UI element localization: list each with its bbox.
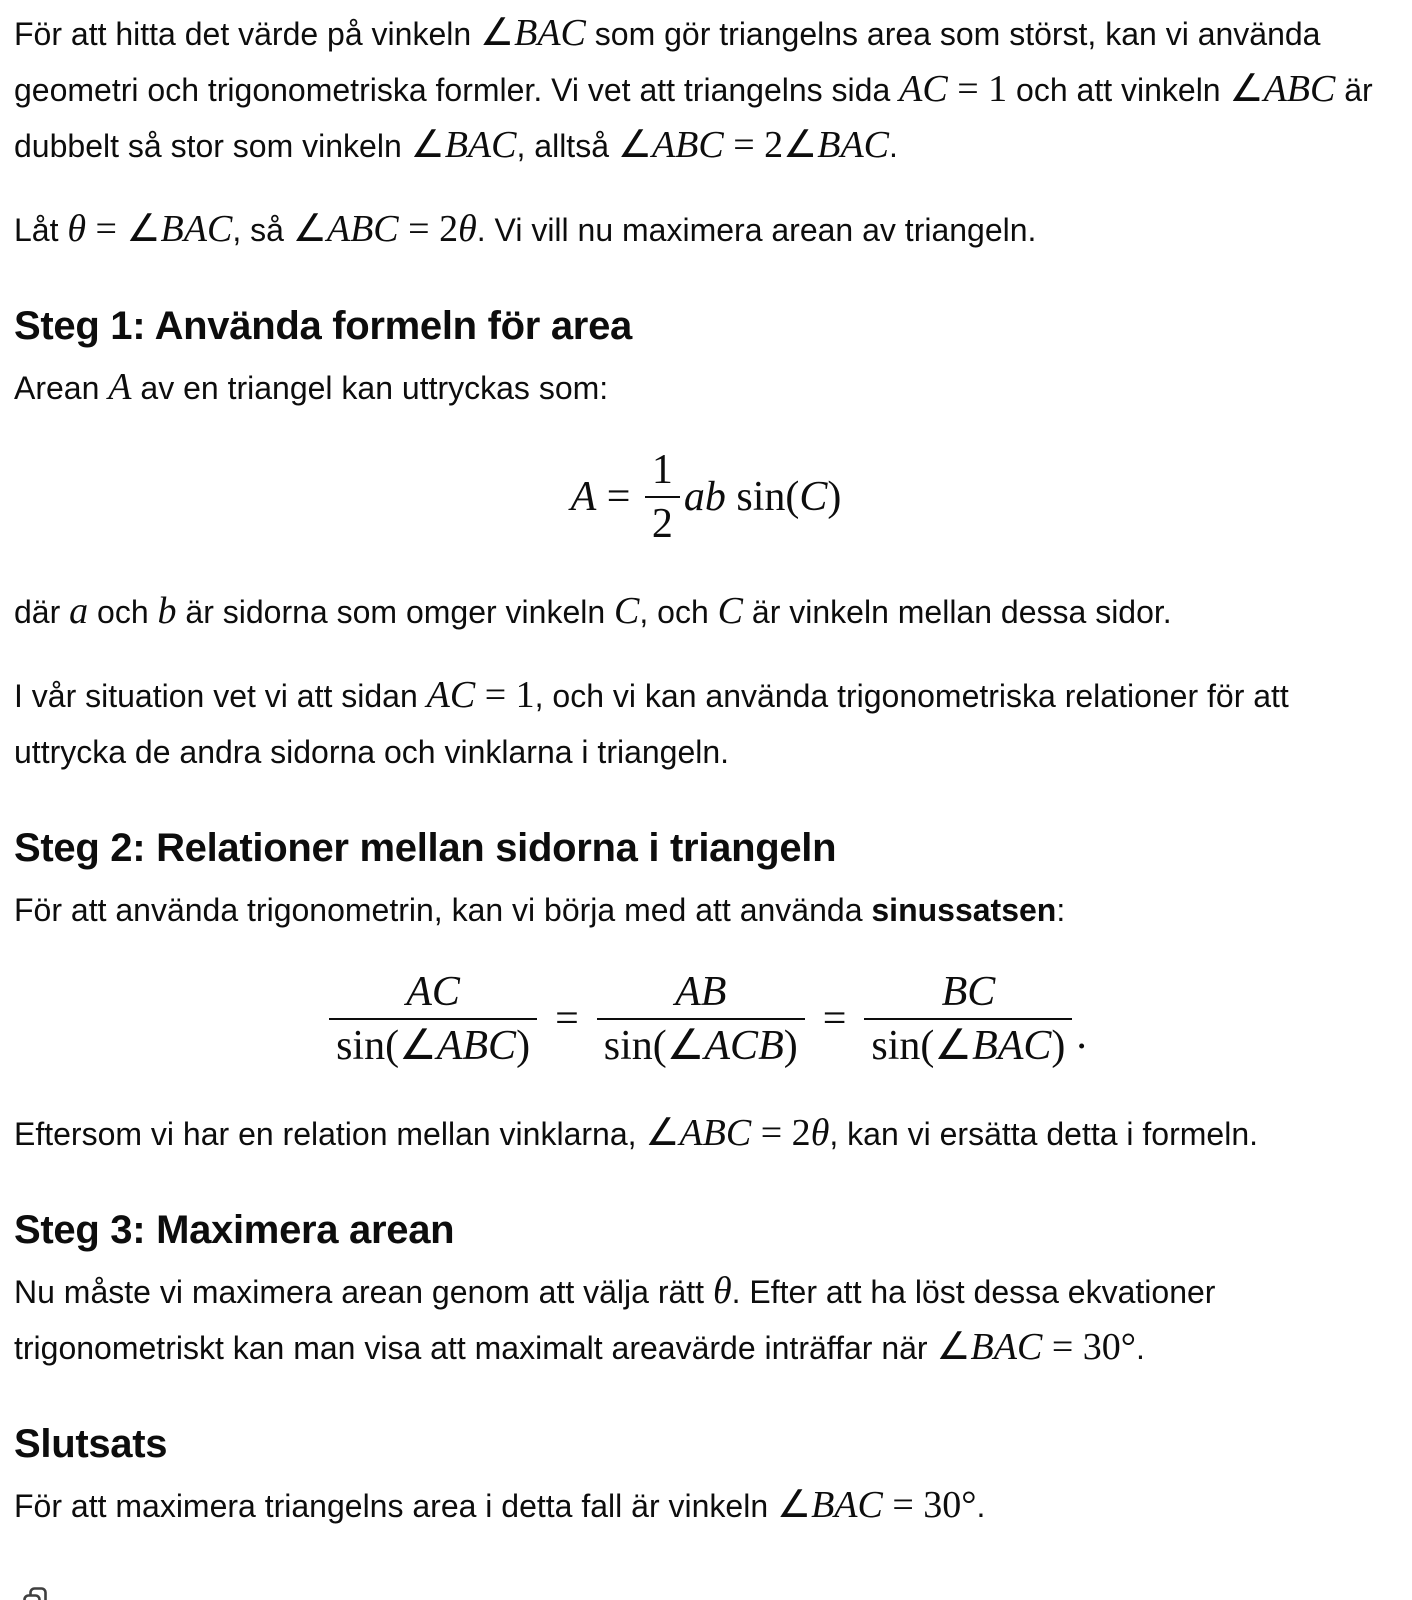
fraction-denominator: [864, 1018, 1072, 1072]
text-run: och att vinkeln: [1007, 72, 1230, 108]
inline-math: [618, 124, 889, 166]
blocks-root: [14, 6, 1398, 1534]
math-roman: ): [516, 1023, 531, 1069]
math-var: A: [570, 474, 597, 520]
inline-math: [158, 590, 177, 632]
math-roman: sin(∠: [871, 1023, 973, 1069]
text-run: :: [1056, 892, 1066, 928]
copy-button[interactable]: [20, 1584, 50, 1600]
text-run: Nu måste vi maximera arean genom att välja rätt: [14, 1274, 713, 1310]
math-var: BAC: [444, 124, 517, 166]
math-roman: =: [596, 474, 641, 520]
display-formula: [14, 444, 1398, 550]
math-roman: ∠: [1229, 68, 1264, 110]
inline-math: [718, 590, 743, 632]
copy-icon: [20, 1584, 50, 1600]
math-var: ABC: [679, 1112, 752, 1154]
math-row: [684, 472, 842, 522]
math-var: θ: [458, 208, 477, 250]
text-run: .: [976, 1488, 986, 1524]
math-var: ABC: [436, 1023, 517, 1069]
text-run: .: [889, 128, 898, 164]
inline-math: [293, 208, 477, 250]
fraction: [329, 966, 537, 1072]
fraction: [597, 966, 805, 1072]
math-roman: = ∠: [86, 208, 161, 250]
text-run: För att använda trigonometrin, kan vi börja med att använda: [14, 892, 872, 928]
paragraph: [14, 1106, 1398, 1162]
math-var: A: [108, 366, 132, 408]
math-var: a: [69, 590, 89, 632]
math-roman: = 30°: [1042, 1326, 1136, 1368]
fraction-numerator: [935, 966, 1003, 1018]
fraction: [864, 966, 1072, 1072]
math-roman: ∠: [410, 124, 445, 166]
math-var: BAC: [514, 12, 586, 54]
math-var: C: [614, 590, 640, 632]
math-roman: = 2: [398, 208, 459, 250]
section-heading: Steg 3: Maximera arean: [14, 1208, 455, 1252]
text-run: där: [14, 594, 70, 630]
math-roman: 1: [651, 447, 673, 493]
math-roman: sin(: [725, 474, 800, 520]
inline-math: [777, 1484, 977, 1526]
paragraph: [14, 202, 1398, 258]
inline-math: [645, 1112, 829, 1154]
math-roman: sin(∠: [603, 1023, 705, 1069]
math-var: BAC: [970, 1326, 1043, 1368]
math-roman: sin(∠: [336, 1023, 437, 1069]
text-run: Eftersom vi har en relation mellan vinklarna,: [14, 1116, 646, 1152]
math-roman: ∠: [480, 12, 515, 54]
section-heading: Slutsats: [14, 1422, 168, 1466]
inline-math: [713, 1270, 732, 1312]
math-var: BAC: [811, 1484, 883, 1526]
text-run: som gör triangelns area som störst, kan vi använda geometri och trigonometriska formler. Vi vet att triangelns sida: [14, 16, 1321, 108]
math-var: BAC: [972, 1023, 1052, 1069]
inline-math: [1229, 68, 1335, 110]
text-run: , alltså: [516, 128, 618, 164]
math-roman: ∠: [292, 208, 327, 250]
math-var: ABC: [326, 208, 399, 250]
inline-math: [67, 208, 232, 250]
math-var: ABC: [651, 124, 724, 166]
math-var: AB: [675, 969, 727, 1015]
fraction: [645, 444, 680, 550]
paragraph: [14, 668, 1398, 780]
math-roman: ∠: [645, 1112, 680, 1154]
trailing-period: .: [1076, 1012, 1087, 1058]
text-run: och: [88, 594, 158, 630]
math-roman: = 30°: [882, 1484, 977, 1526]
inline-math: [411, 124, 517, 166]
math-roman: ): [827, 474, 842, 520]
text-run: , kan vi ersätta detta i formeln.: [829, 1116, 1258, 1152]
text-run: är vinkeln mellan dessa sidor.: [743, 594, 1172, 630]
fraction-denominator: [597, 1018, 805, 1072]
math-var: BAC: [817, 124, 890, 166]
math-var: BC: [941, 969, 996, 1015]
math-var: θ: [712, 1270, 732, 1312]
math-var: θ: [67, 208, 87, 250]
message-actions: [20, 1578, 1398, 1600]
fraction-numerator: [645, 444, 680, 496]
section-heading: Steg 2: Relationer mellan sidorna i triangeln: [14, 826, 837, 870]
text-run: är sidorna som omger vinkeln: [176, 594, 615, 630]
math-var: AC: [899, 68, 948, 110]
paragraph: [14, 1264, 1398, 1376]
math-var: ABC: [1263, 68, 1336, 110]
text-run: , och: [639, 594, 718, 630]
math-var: b: [157, 590, 177, 632]
paragraph: [14, 882, 1398, 938]
math-var: AC: [406, 969, 460, 1015]
fraction-denominator: [329, 1018, 537, 1072]
equals-sign: =: [555, 996, 579, 1042]
text-run: För att maximera triangelns area i detta fall är vinkeln: [14, 1488, 777, 1524]
paragraph: [14, 6, 1398, 174]
math-roman: ∠: [936, 1326, 971, 1368]
math-var: AC: [426, 674, 476, 716]
text-run: .: [1135, 1330, 1145, 1366]
bold-text: sinussatsen: [871, 892, 1057, 928]
math-roman: = 1: [475, 674, 535, 716]
inline-math: [480, 12, 586, 54]
paragraph: [14, 360, 1398, 416]
inline-math: [936, 1326, 1136, 1368]
inline-math: [69, 590, 88, 632]
math-roman: ∠: [617, 124, 652, 166]
math-var: θ: [810, 1112, 830, 1154]
section-heading: Steg 1: Använda formeln för area: [14, 304, 632, 348]
math-roman: 2: [651, 501, 673, 547]
inline-math: [427, 674, 535, 716]
fraction-denominator: [645, 496, 680, 550]
inline-math: [108, 366, 131, 408]
math-var: C: [799, 474, 828, 520]
text-run: är dubbelt så stor som vinkeln: [14, 72, 1373, 164]
math-var: ACB: [704, 1023, 784, 1069]
math-roman: = 2∠: [723, 124, 818, 166]
paragraph: [14, 584, 1398, 640]
math-roman: = 1: [947, 68, 1008, 110]
math-roman: ): [1051, 1023, 1066, 1069]
math-row: [571, 472, 641, 522]
text-run: Låt: [14, 212, 68, 248]
paragraph: [14, 1478, 1398, 1534]
text-run: , så: [232, 212, 293, 248]
text-run: I vår situation vet vi att sidan: [14, 678, 427, 714]
text-run: av en triangel kan uttryckas som:: [131, 370, 609, 406]
text-run: , och vi kan använda trigonometriska relationer för att uttrycka de andra sidorna och vinklarna i triangeln.: [14, 678, 1289, 770]
text-run: För att hitta det värde på vinkeln: [14, 16, 481, 52]
math-roman: = 2: [751, 1112, 811, 1154]
fraction-numerator: [399, 966, 467, 1018]
equals-sign: =: [822, 996, 847, 1042]
math-var: C: [717, 590, 744, 632]
math-var: ab: [683, 474, 726, 520]
inline-math: [899, 68, 1007, 110]
text-run: Arean: [14, 370, 109, 406]
math-roman: ): [783, 1023, 798, 1069]
inline-math: [614, 590, 639, 632]
math-roman: ∠: [777, 1484, 812, 1526]
fraction-numerator: [668, 966, 733, 1018]
text-run: . Efter att ha löst dessa ekvationer trigonometriskt kan man visa att maximalt areavärde inträffar när: [14, 1274, 1216, 1366]
math-var: BAC: [160, 208, 233, 250]
display-formula: [14, 966, 1398, 1072]
text-run: . Vi vill nu maximera arean av triangeln.: [476, 212, 1037, 248]
